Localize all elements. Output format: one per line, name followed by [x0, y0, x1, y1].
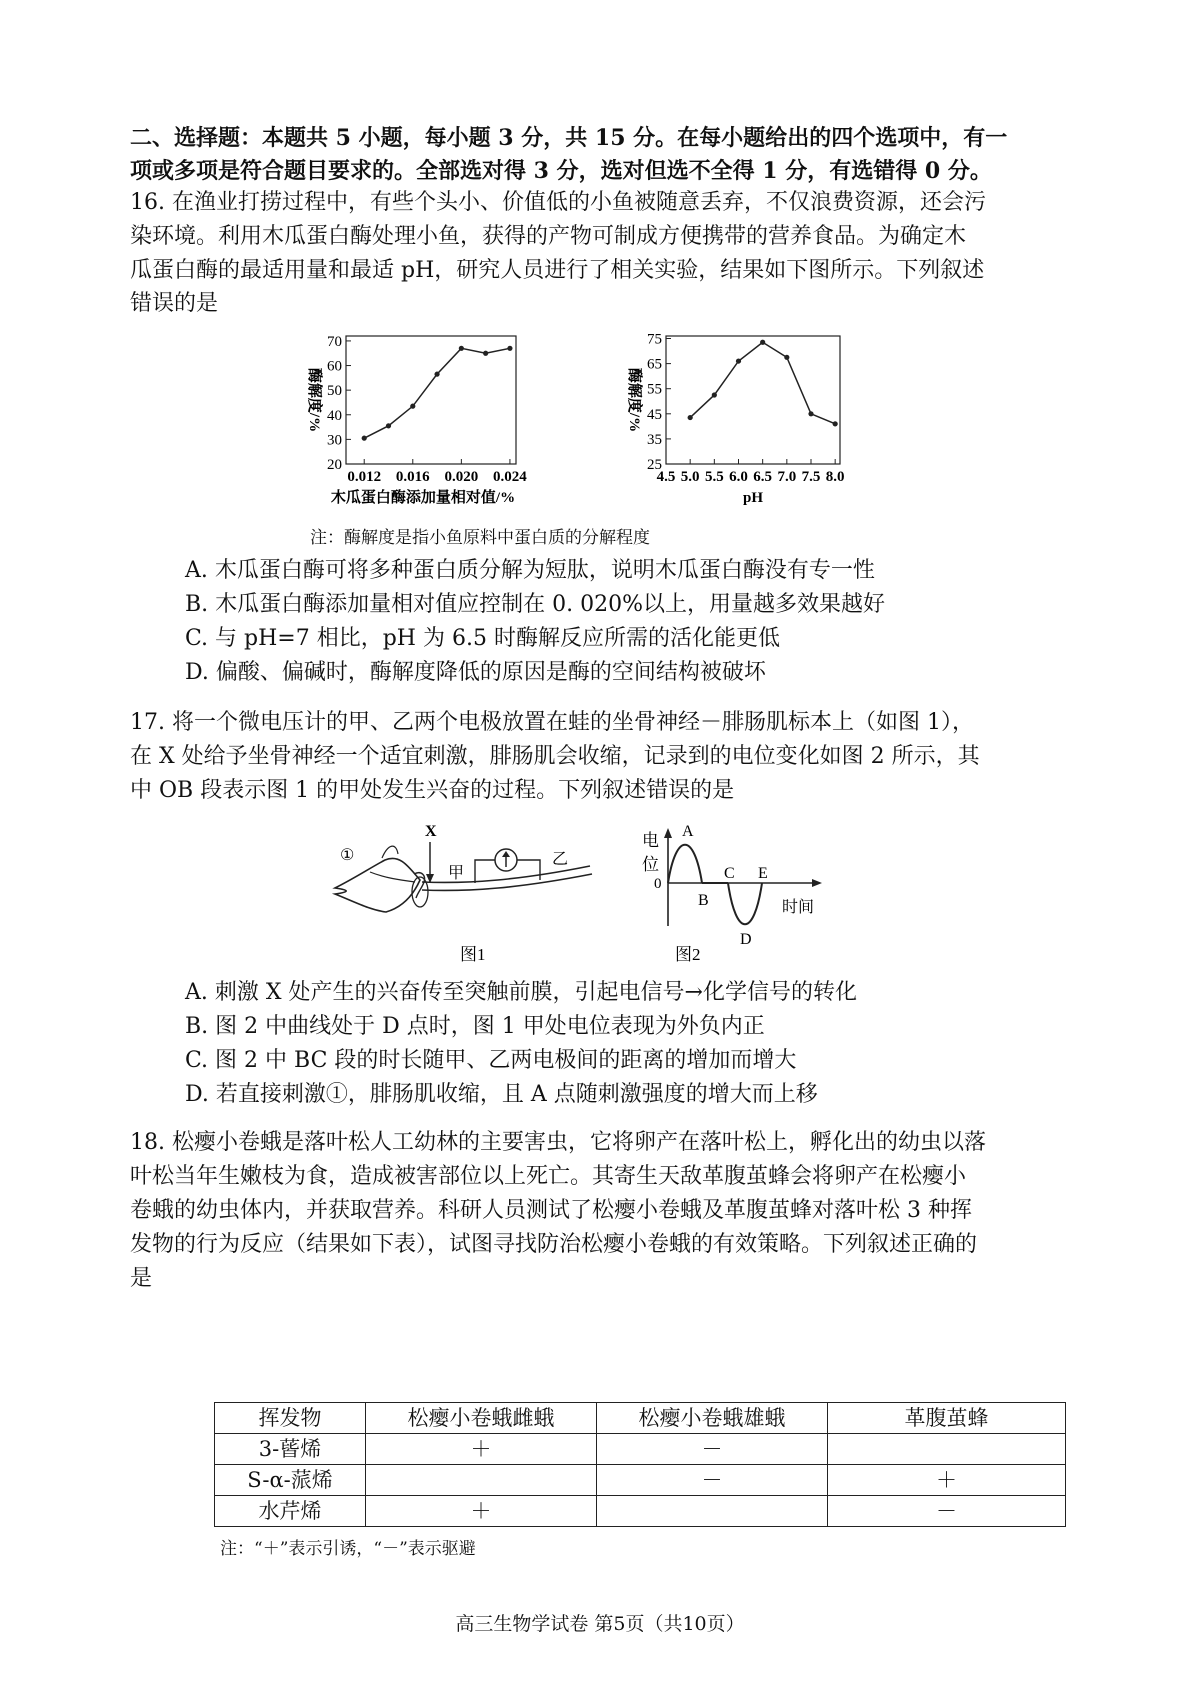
data-point — [362, 436, 367, 441]
q18-stem-line-5: 是 — [130, 1266, 153, 1291]
point-c-label: C — [724, 865, 735, 882]
table-header-cell: 挥发物 — [215, 1403, 366, 1434]
y-axis-label: 酶解度/% — [306, 367, 322, 433]
table-cell: ＋ — [366, 1434, 597, 1465]
data-point — [507, 346, 512, 351]
muscle-line — [370, 872, 415, 882]
q16-stem-line-4: 错误的是 — [130, 291, 219, 316]
x-tick-label: 0.020 — [444, 469, 479, 485]
positive-peak — [668, 845, 702, 883]
data-point — [736, 358, 741, 363]
q17-option-d: D. 若直接刺激①，腓肠肌收缩，且 A 点随刺激强度的增大而上移 — [185, 1082, 818, 1107]
x-tick-label: 0.024 — [493, 469, 527, 485]
y-tick-label: 55 — [647, 381, 662, 398]
y-axis-label-1: 电 — [642, 831, 659, 850]
ph-chart — [626, 330, 900, 520]
table-header-cell: 松瘿小卷蛾雄蛾 — [597, 1403, 828, 1434]
x-tick-label: 6.0 — [729, 469, 748, 485]
x-tick-label: 0.016 — [395, 469, 430, 485]
point-a-label: A — [682, 823, 694, 840]
data-point — [459, 346, 464, 351]
table-cell: 水芹烯 — [215, 1496, 366, 1527]
q17-stem-line-2: 在 X 处给予坐骨神经一个适宜刺激，腓肠肌会收缩，记录到的电位变化如图 2 所示，其 — [130, 744, 980, 769]
enzyme-dose-chart — [300, 330, 590, 520]
y-tick-label: 75 — [647, 331, 662, 348]
x-tick-label: 6.5 — [753, 469, 773, 485]
data-point — [410, 404, 415, 409]
y-tick-label: 35 — [647, 431, 662, 448]
point-e-label: E — [758, 865, 768, 882]
volatile-response-table — [214, 1402, 1066, 1527]
table-cell: ＋ — [366, 1496, 597, 1527]
table-row — [215, 1465, 1066, 1496]
q18-stem-line-2: 叶松当年生嫩枝为食，造成被害部位以上死亡。其寄生天敌革腹茧蜂会将卵产在松瘿小 — [130, 1164, 967, 1189]
q17-stem-line-1: 17. 将一个微电压计的甲、乙两个电极放置在蛙的坐骨神经－腓肠肌标本上（如图 1）， — [130, 710, 974, 735]
table-cell: ＋ — [828, 1465, 1066, 1496]
stimulus-label: X — [425, 823, 437, 840]
data-point — [688, 415, 693, 420]
data-point — [386, 423, 391, 428]
q18-stem-line-1: 18. 松瘿小卷蛾是落叶松人工幼林的主要害虫，它将卵产在落叶松上，孵化出的幼虫以落 — [130, 1130, 986, 1155]
voltmeter-needle-head — [502, 851, 510, 857]
x-tick-label: 8.0 — [825, 469, 845, 485]
data-point — [808, 411, 813, 416]
q18-stem-line-3: 卷蛾的幼虫体内，并获取营养。科研人员测试了松瘿小卷蛾及革腹茧蜂对落叶松 3 种挥 — [130, 1198, 972, 1223]
figure-2-caption: 图2 — [675, 945, 701, 964]
q18-table-note: 注：“＋”表示引诱，“－”表示驱避 — [220, 1539, 476, 1559]
x-tick-label: 5.5 — [704, 469, 724, 485]
series-line — [364, 348, 510, 438]
q16-option-a: A. 木瓜蛋白酶可将多种蛋白质分解为短肽，说明木瓜蛋白酶没有专一性 — [185, 558, 875, 583]
q18-stem-line-4: 发物的行为反应（结果如下表），试图寻找防治松瘿小卷蛾的有效策略。下列叙述正确的 — [130, 1232, 978, 1257]
y-tick-label: 20 — [327, 457, 342, 473]
q16-stem-line-1: 16. 在渔业打捞过程中，有些个头小、价值低的小鱼被随意丢弃，不仅浪费资源，还会污 — [130, 190, 986, 215]
q16-option-d: D. 偏酸、偏碱时，酶解度降低的原因是酶的空间结构被破坏 — [185, 660, 766, 685]
q17-option-c: C. 图 2 中 BC 段的时长随甲、乙两电极间的距离的增加而增大 — [185, 1048, 797, 1073]
y-axis-arrow — [664, 828, 672, 838]
q16-stem-line-3: 瓜蛋白酶的最适用量和最适 pH，研究人员进行了相关实验，结果如下图所示。下列叙述 — [130, 258, 985, 283]
y-tick-label: 50 — [327, 383, 342, 400]
table-cell — [597, 1496, 828, 1527]
table-cell — [366, 1465, 597, 1496]
table-cell: － — [597, 1434, 828, 1465]
page-footer: 高三生物学试卷 第5页（共10页） — [455, 1613, 745, 1635]
point-b-label: B — [698, 892, 709, 909]
data-point — [712, 392, 717, 397]
table-cell — [828, 1434, 1066, 1465]
y-tick-label: 30 — [327, 432, 342, 449]
section-title-line-1: 二、选择题：本题共 5 小题，每小题 3 分，共 15 分。在每小题给出的四个选项中，有一 — [130, 125, 1008, 151]
q17-stem-line-3: 中 OB 段表示图 1 的甲处发生兴奋的过程。下列叙述错误的是 — [130, 778, 735, 803]
x-tick-label: 4.5 — [656, 469, 676, 485]
table-header-cell: 松瘿小卷蛾雌蛾 — [366, 1403, 597, 1434]
origin-label: 0 — [654, 876, 662, 892]
y-axis-label: 酶解度/% — [626, 367, 642, 433]
muscle-shape — [335, 858, 420, 912]
x-axis-label: pH — [742, 490, 764, 506]
table-header-cell: 革腹茧蜂 — [828, 1403, 1066, 1434]
y-tick-label: 45 — [647, 406, 662, 423]
tendon-upper — [382, 846, 398, 858]
x-axis-label: 木瓜蛋白酶添加量相对值/% — [330, 490, 516, 506]
y-tick-label: 70 — [327, 333, 342, 350]
data-point — [784, 355, 789, 360]
y-tick-label: 25 — [647, 457, 662, 473]
x-axis-arrow — [812, 879, 822, 887]
x-axis-label: 时间 — [782, 899, 815, 916]
q16-note: 注：酶解度是指小鱼原料中蛋白质的分解程度 — [310, 528, 650, 548]
y-tick-label: 60 — [327, 358, 342, 375]
data-point — [483, 351, 488, 356]
x-tick-label: 7.0 — [777, 469, 797, 485]
data-point — [434, 372, 439, 377]
negative-trough — [728, 883, 762, 924]
plot-frame — [346, 336, 516, 464]
table-cell: － — [828, 1496, 1066, 1527]
x-tick-label: 5.0 — [680, 469, 700, 485]
electrode-yi-label: 乙 — [552, 851, 569, 868]
data-point — [833, 421, 838, 426]
q16-stem-line-2: 染环境。利用木瓜蛋白酶处理小鱼，获得的产物可制成方便携带的营养食品。为确定木 — [130, 224, 967, 249]
table-row — [215, 1434, 1066, 1465]
figure-1-caption: 图1 — [460, 945, 486, 964]
table-cell: － — [597, 1465, 828, 1496]
plot-frame — [666, 336, 840, 464]
y-axis-label-2: 位 — [642, 855, 659, 874]
table-header-row — [215, 1403, 1066, 1434]
section-title-line-2: 项或多项是符合题目要求的。全部选对得 3 分，选对但选不全得 1 分，有选错得 0 分。 — [130, 158, 992, 184]
x-tick-label: 0.012 — [347, 469, 382, 485]
point-d-label: D — [740, 931, 752, 948]
x-tick-label: 7.5 — [801, 469, 821, 485]
q17-option-b: B. 图 2 中曲线处于 D 点时，图 1 甲处电位表现为外负内正 — [185, 1014, 765, 1039]
table-row — [215, 1496, 1066, 1527]
table-cell: S-α-蒎烯 — [215, 1465, 366, 1496]
table-cell: 3-蒈烯 — [215, 1434, 366, 1465]
y-tick-label: 40 — [327, 407, 342, 424]
q16-option-b: B. 木瓜蛋白酶添加量相对值应控制在 0. 020%以上，用量越多效果越好 — [185, 592, 886, 617]
q16-option-c: C. 与 pH=7 相比，pH 为 6.5 时酶解反应所需的活化能更低 — [185, 626, 780, 651]
electrode-jia-label: 甲 — [448, 865, 465, 882]
series-line — [690, 342, 835, 424]
muscle-label: ① — [340, 847, 355, 864]
y-tick-label: 65 — [647, 356, 662, 373]
q17-option-a: A. 刺激 X 处产生的兴奋传至突触前膜，引起电信号→化学信号的转化 — [185, 980, 857, 1005]
nerve-muscle-figure — [330, 820, 620, 970]
data-point — [760, 340, 765, 345]
potential-curve-figure — [640, 820, 870, 970]
